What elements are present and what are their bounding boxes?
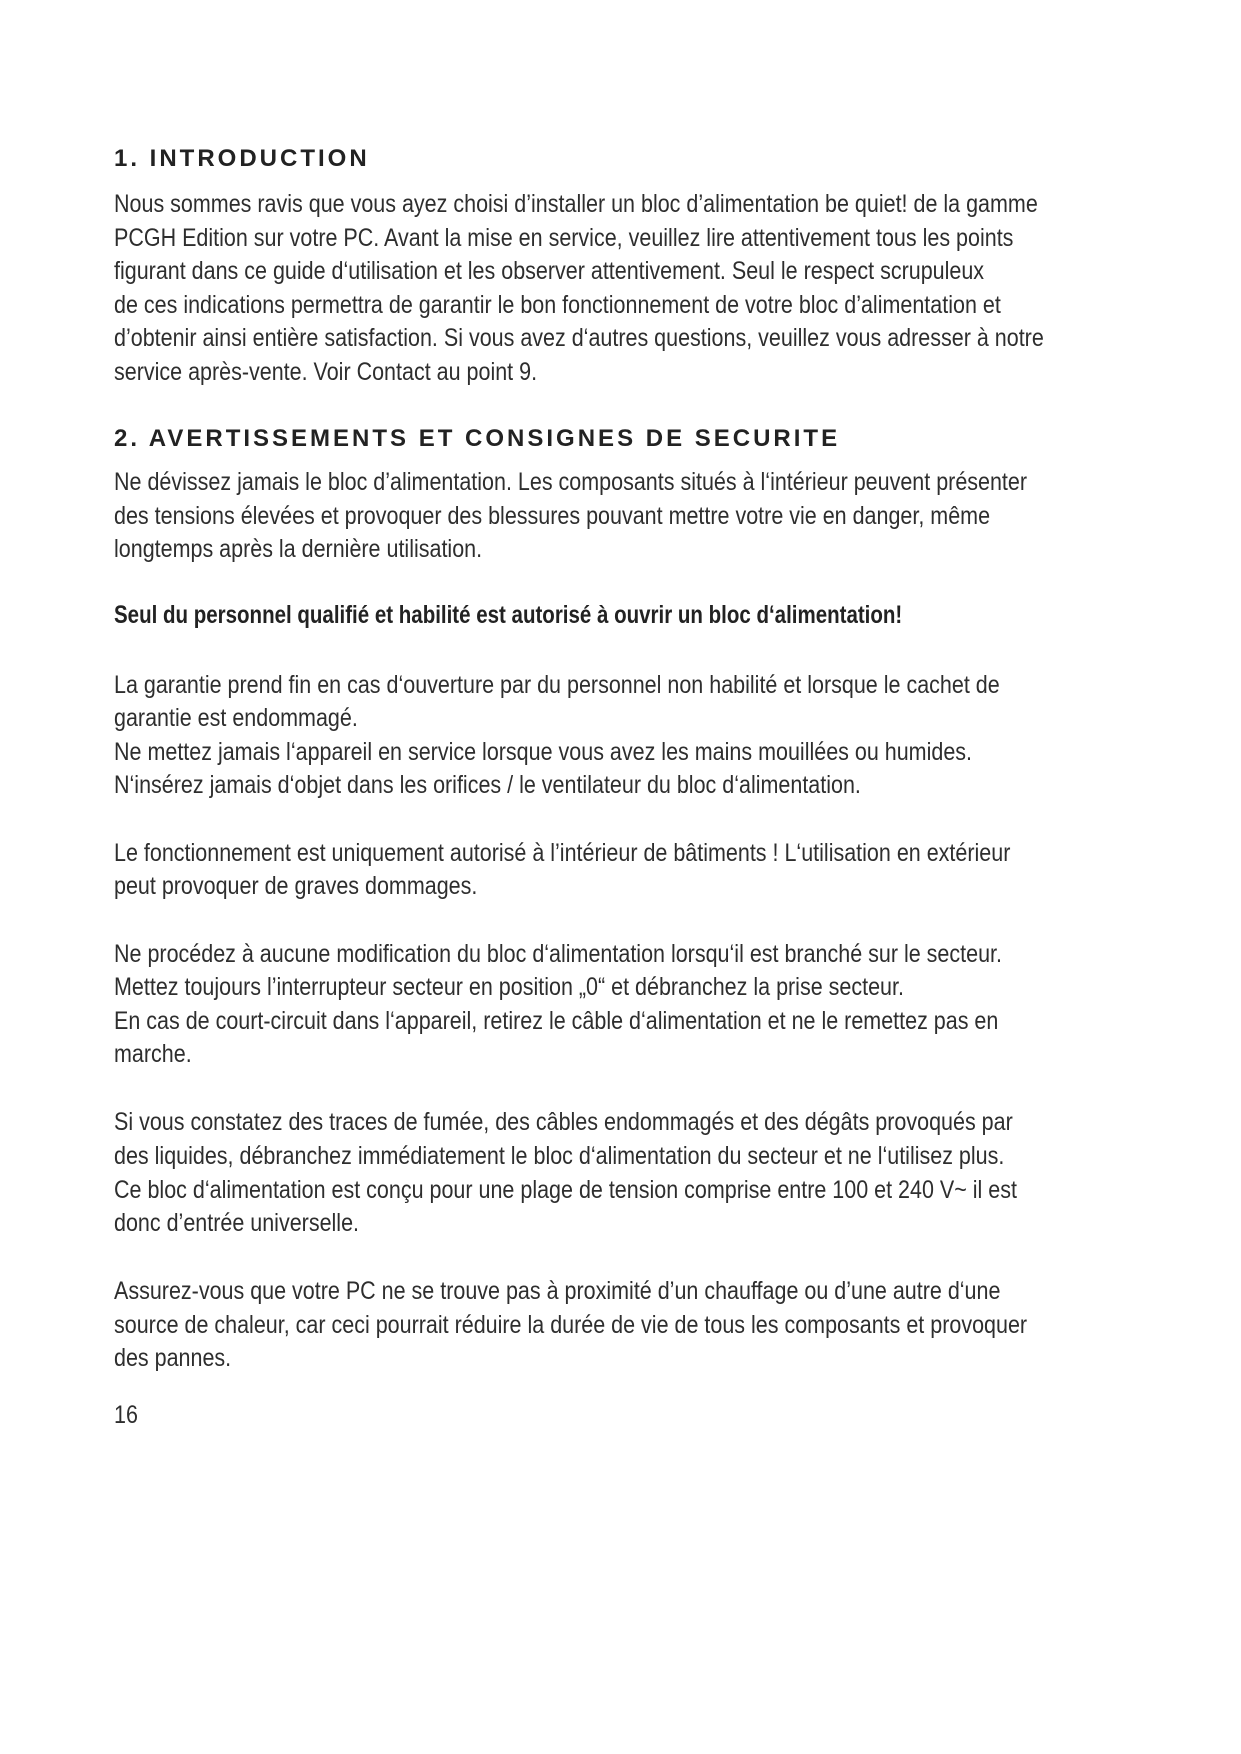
text-line: marche. — [114, 1040, 192, 1068]
text-line: PCGH Edition sur votre PC. Avant la mise en service, veuillez lire attentivement tous les points — [114, 224, 1014, 252]
text-line: longtemps après la dernière utilisation. — [114, 535, 483, 563]
text-line: Si vous constatez des traces de fumée, des câbles endommagés et des dégâts provoqués par — [114, 1108, 1013, 1136]
text-line: N‘insérez jamais d‘objet dans les orifices / le ventilateur du bloc d‘alimentation. — [114, 771, 861, 799]
text-line: Le fonctionnement est uniquement autorisé à l’intérieur de bâtiments ! L‘utilisation en extérieur — [114, 839, 1011, 867]
text-line: La garantie prend fin en cas d‘ouverture par du personnel non habilité et lorsque le cachet de — [114, 671, 1000, 699]
text-line: Ne mettez jamais l‘appareil en service lorsque vous avez les mains mouillées ou humides. — [114, 738, 973, 766]
text-line: garantie est endommagé. — [114, 704, 358, 732]
text-line: Ne procédez à aucune modification du bloc d‘alimentation lorsqu‘il est branché sur le secteur. — [114, 940, 1002, 968]
text-line: Ne dévissez jamais le bloc d’alimentation. Les composants situés à l‘intérieur peuvent présenter — [114, 468, 1028, 496]
text-line: source de chaleur, car ceci pourrait réduire la durée de vie de tous les composants et provoquer — [114, 1311, 1028, 1339]
text-line: Assurez-vous que votre PC ne se trouve pas à proximité d’un chauffage ou d’une autre d‘une — [114, 1277, 1001, 1305]
text-line: donc d’entrée universelle. — [114, 1209, 360, 1237]
page-number: 16 — [114, 1401, 138, 1429]
bold-warning-line: Seul du personnel qualifié et habilité est autorisé à ouvrir un bloc d‘alimentation! — [114, 601, 903, 629]
text-line: des tensions élevées et provoquer des blessures pouvant mettre votre vie en danger, même — [114, 502, 991, 530]
text-line: peut provoquer de graves dommages. — [114, 872, 478, 900]
text-line: figurant dans ce guide d‘utilisation et les observer attentivement. Seul le respect scrupuleux — [114, 257, 985, 285]
section-heading-introduction: 1. INTRODUCTION — [114, 145, 370, 172]
text-line: d’obtenir ainsi entière satisfaction. Si vous avez d‘autres questions, veuillez vous adresser à notre — [114, 324, 1044, 352]
section-heading-safety: 2. AVERTISSEMENTS ET CONSIGNES DE SECURITE — [114, 425, 841, 452]
text-line: Nous sommes ravis que vous ayez choisi d’installer un bloc d’alimentation be quiet! de la gamme — [114, 190, 1038, 218]
text-line: de ces indications permettra de garantir le bon fonctionnement de votre bloc d’alimentation et — [114, 291, 1001, 319]
text-line: service après-vente. Voir Contact au point 9. — [114, 358, 538, 386]
text-line: des pannes. — [114, 1344, 232, 1372]
text-line: des liquides, débranchez immédiatement le bloc d‘alimentation du secteur et ne l‘utilisez plus. — [114, 1142, 1005, 1170]
text-line: Ce bloc d‘alimentation est conçu pour une plage de tension comprise entre 100 et 240 V~ il est — [114, 1176, 1017, 1204]
text-line: En cas de court-circuit dans l‘appareil, retirez le câble d‘alimentation et ne le remettez pas en — [114, 1007, 999, 1035]
text-line: Mettez toujours l’interrupteur secteur en position „0“ et débranchez la prise secteur. — [114, 973, 904, 1001]
